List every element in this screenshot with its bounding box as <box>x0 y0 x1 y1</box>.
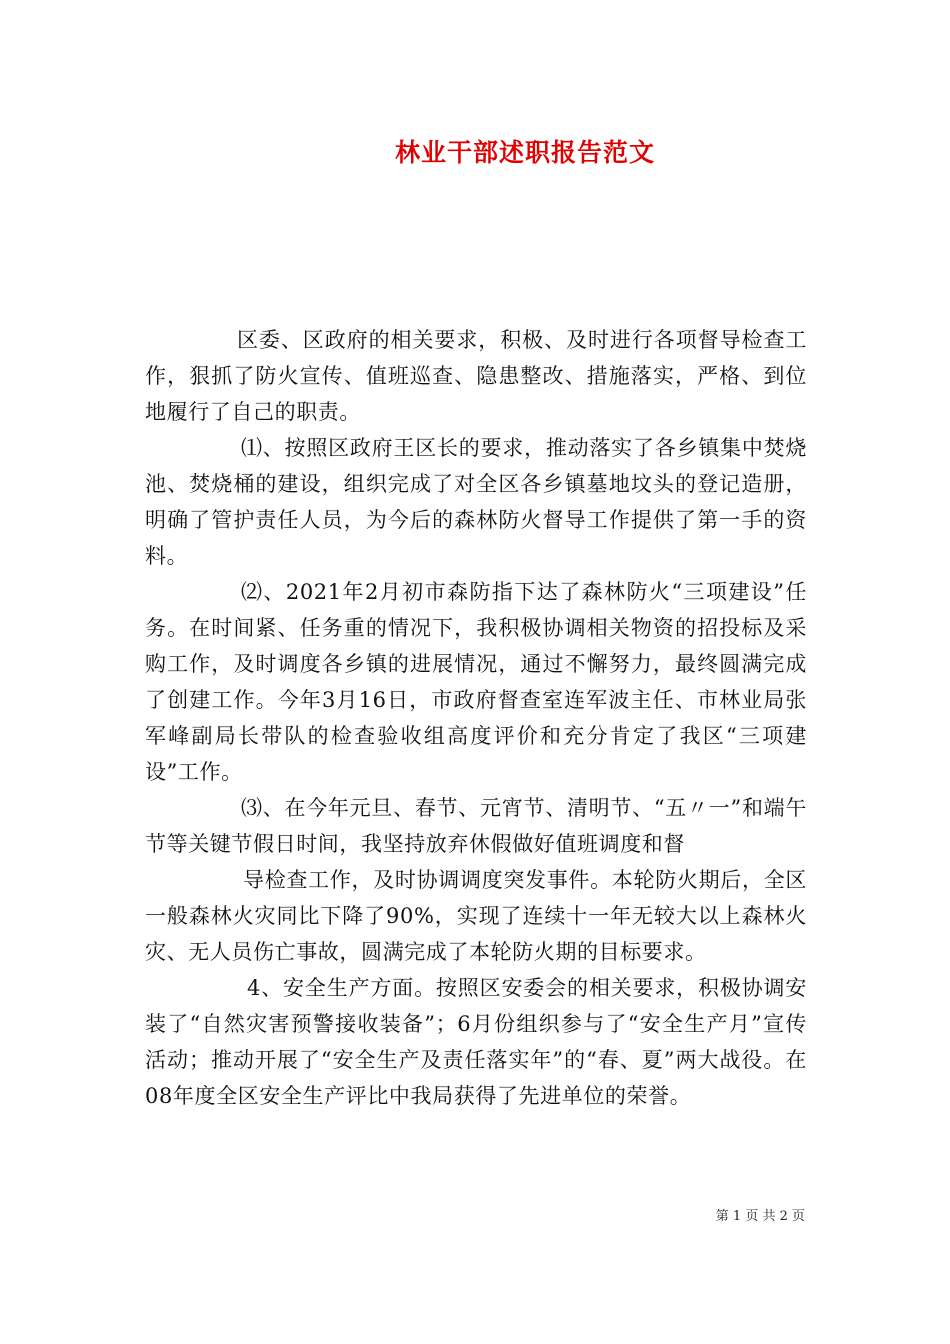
paragraph-intro: 区委、区政府的相关要求，积极、及时进行各项督导检查工作，狠抓了防火宣传、值班巡查、隐患整改、措施落实，严格、到位地履行了自己的职责。 <box>145 328 807 424</box>
document-title: 林业干部述职报告范文 <box>394 138 655 167</box>
paragraph-item-2: ⑵、2021年2月初市森防指下达了森林防火“三项建设”任务。在时间紧、任务重的情况下，我积极协调相关物资的招投标及采购工作，及时调度各乡镇的进展情况，通过不懈努力，最终圆满完成了创建工作。今年3月16日，市政府督查室连军波主任、市林业局张军峰副局长带队的检查验收组高度评价和充分肯定了我区“三项建设”工作。 <box>145 580 807 784</box>
paragraph-item-3: ⑶、在今年元旦、春节、元宵节、清明节、“五〃一”和端午节等关键节假日时间，我坚持放弃休假做好值班调度和督 <box>145 796 807 856</box>
document-body <box>145 322 807 1114</box>
paragraph-item-3-continued: 导检查工作，及时协调调度突发事件。本轮防火期后，全区一般森林火灾同比下降了90%，实现了连续十一年无较大以上森林火灾、无人员伤亡事故，圆满完成了本轮防火期的目标要求。 <box>145 868 807 964</box>
paragraph-item-4: 4、安全生产方面。按照区安委会的相关要求，积极协调安装了“自然灾害预警接收装备”；6月份组织参与了“安全生产月”宣传活动；推动开展了“安全生产及责任落实年”的“春、夏”两大战役。在08年度全区安全生产评比中我局获得了先进单位的荣誉。 <box>145 976 807 1108</box>
paragraph-item-1: ⑴、按照区政府王区长的要求，推动落实了各乡镇集中焚烧池、焚烧桶的建设，组织完成了对全区各乡镇墓地坟头的登记造册，明确了管护责任人员，为今后的森林防火督导工作提供了第一手的资料。 <box>145 436 807 568</box>
page-number-footer: 第 1 页 共 2 页 <box>715 1209 805 1224</box>
